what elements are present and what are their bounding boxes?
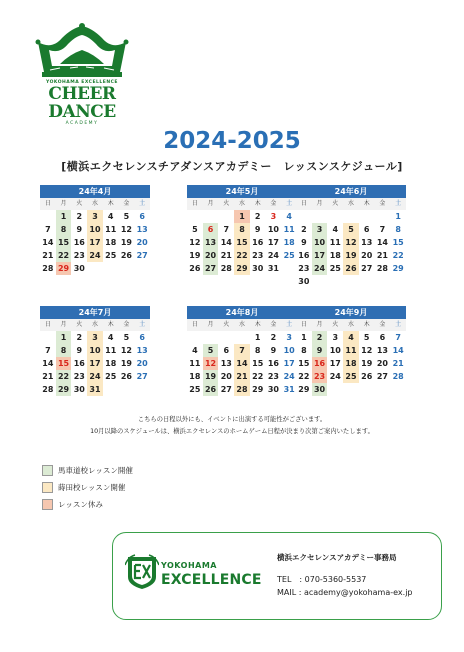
day-cell: 2 xyxy=(312,331,328,344)
day-cell: 1 xyxy=(56,210,72,223)
note-line: こちらの日程以外にも、イベントに出演する可能性がございます。 xyxy=(137,416,327,423)
month-calendar xyxy=(187,185,297,275)
day-cell: 13 xyxy=(361,238,373,247)
day-cell: 27 xyxy=(136,372,148,381)
day-cell: 2 xyxy=(76,212,83,221)
day-cell: 12 xyxy=(361,346,373,355)
day-cell: 12 xyxy=(120,225,132,234)
weekday-label: 火 xyxy=(327,198,343,210)
month-calendar xyxy=(296,306,406,396)
day-cell: 19 xyxy=(361,359,373,368)
weekday-label: 金 xyxy=(266,198,282,210)
weekday-label: 日 xyxy=(40,319,56,331)
ex-logo-main: EXCELLENCE xyxy=(161,572,262,588)
day-cell: 23 xyxy=(73,372,85,381)
ex-logo-top: YOKOHAMA xyxy=(161,561,217,570)
weekday-label: 土 xyxy=(281,319,297,331)
day-cell: 2 xyxy=(254,212,261,221)
day-cell: 18 xyxy=(283,238,295,247)
day-cell: 14 xyxy=(376,238,388,247)
day-cell: 24 xyxy=(87,370,103,383)
day-cell: 29 xyxy=(56,383,72,396)
day-cell: 5 xyxy=(123,333,130,342)
day-cell: 31 xyxy=(87,383,103,396)
day-cell: 15 xyxy=(56,357,72,370)
weekday-label: 金 xyxy=(375,319,391,331)
day-cell: 16 xyxy=(267,359,279,368)
legend-item xyxy=(42,479,133,496)
day-cell: 23 xyxy=(298,264,310,273)
weekday-label: 日 xyxy=(296,198,312,210)
day-cell: 1 xyxy=(254,333,261,342)
weekday-label: 火 xyxy=(71,198,87,210)
empty-day xyxy=(218,210,234,223)
day-cell: 1 xyxy=(56,331,72,344)
legend-item xyxy=(42,462,133,479)
day-cell: 12 xyxy=(120,346,132,355)
legend-label: 馬車道校レッスン開催 xyxy=(58,466,133,475)
day-cell: 17 xyxy=(329,359,341,368)
day-cell: 18 xyxy=(189,372,201,381)
day-cell: 18 xyxy=(105,359,117,368)
day-cell: 1 xyxy=(234,210,250,223)
day-cell: 8 xyxy=(56,344,72,357)
day-cell: 20 xyxy=(136,238,148,247)
excellence-logo xyxy=(125,553,262,593)
weekday-label: 火 xyxy=(71,319,87,331)
day-cell: 10 xyxy=(283,346,295,355)
day-cell: 17 xyxy=(312,249,328,262)
weekday-label: 月 xyxy=(203,198,219,210)
day-cell: 14 xyxy=(42,359,54,368)
day-cell: 4 xyxy=(107,333,114,342)
day-cell: 10 xyxy=(87,344,103,357)
day-cell: 13 xyxy=(220,359,232,368)
day-cell: 4 xyxy=(332,225,339,234)
day-cell: 11 xyxy=(105,225,117,234)
day-cell: 1 xyxy=(301,333,307,342)
cheer-dance-logo xyxy=(22,20,142,126)
day-cell: 29 xyxy=(56,262,72,275)
weekday-label: 土 xyxy=(390,198,406,210)
day-cell: 15 xyxy=(56,236,72,249)
day-cell: 21 xyxy=(42,372,54,381)
empty-day xyxy=(203,331,219,344)
day-cell: 9 xyxy=(76,346,83,355)
day-cell: 15 xyxy=(298,359,310,368)
org-name: 横浜エクセレンスアカデミー事務局 xyxy=(277,553,397,562)
month-calendar xyxy=(40,185,150,275)
day-cell: 31 xyxy=(283,385,295,394)
legend-swatch xyxy=(42,465,53,476)
empty-day xyxy=(343,210,359,223)
day-cell: 12 xyxy=(343,236,359,249)
month-days xyxy=(296,198,406,288)
day-cell: 30 xyxy=(312,383,328,396)
month-days xyxy=(40,319,150,396)
day-cell: 7 xyxy=(234,344,250,357)
day-cell: 30 xyxy=(252,264,264,273)
day-cell: 26 xyxy=(343,262,359,275)
logo-top-text: YOKOHAMA EXCELLENCE xyxy=(45,80,119,85)
month-calendar xyxy=(40,306,150,396)
weekday-label: 水 xyxy=(343,198,359,210)
day-cell: 11 xyxy=(189,359,201,368)
day-cell: 19 xyxy=(343,249,359,262)
note-line: 10月以降のスケジュールは、横浜エクセレンスのホームゲーム日程が決まり次第ご案内いたします。 xyxy=(90,428,374,435)
day-cell: 8 xyxy=(301,346,307,355)
weekday-label: 木 xyxy=(250,198,266,210)
weekday-label: 金 xyxy=(119,198,135,210)
month-days xyxy=(40,198,150,275)
day-cell: 22 xyxy=(56,249,72,262)
day-cell: 29 xyxy=(298,385,310,394)
month-calendar xyxy=(187,306,297,396)
day-cell: 22 xyxy=(234,249,250,262)
day-cell: 26 xyxy=(361,372,373,381)
day-cell: 9 xyxy=(301,238,307,247)
day-cell: 21 xyxy=(392,359,404,368)
day-cell: 6 xyxy=(139,333,145,342)
day-cell: 5 xyxy=(192,225,198,234)
empty-day xyxy=(327,210,343,223)
day-cell: 3 xyxy=(87,210,103,223)
day-cell: 25 xyxy=(105,251,117,260)
day-cell: 19 xyxy=(120,359,132,368)
day-cell: 23 xyxy=(73,251,85,260)
day-cell: 11 xyxy=(329,238,341,247)
day-cell: 30 xyxy=(73,385,85,394)
day-cell: 24 xyxy=(267,251,279,260)
day-cell: 12 xyxy=(203,357,219,370)
day-cell: 30 xyxy=(298,277,310,286)
logo-bottom-text: ACADEMY xyxy=(65,121,99,126)
empty-day xyxy=(234,331,250,344)
weekday-label: 日 xyxy=(40,198,56,210)
day-cell: 17 xyxy=(267,238,279,247)
day-cell: 2 xyxy=(301,225,307,234)
phone-number: TEL : 070-5360-5537 xyxy=(277,575,367,584)
empty-day xyxy=(40,210,56,223)
day-cell: 6 xyxy=(379,333,386,342)
day-cell: 20 xyxy=(220,372,232,381)
day-cell: 3 xyxy=(286,333,292,342)
day-cell: 19 xyxy=(189,251,201,260)
month-calendar xyxy=(296,185,406,288)
empty-day xyxy=(40,331,56,344)
day-cell: 25 xyxy=(329,264,341,273)
month-days xyxy=(296,319,406,396)
day-cell: 12 xyxy=(189,238,201,247)
weekday-label: 火 xyxy=(218,319,234,331)
day-cell: 22 xyxy=(252,372,264,381)
weekday-label: 土 xyxy=(390,319,406,331)
weekday-label: 木 xyxy=(250,319,266,331)
empty-day xyxy=(187,331,203,344)
day-cell: 27 xyxy=(220,385,232,394)
day-cell: 6 xyxy=(223,346,230,355)
day-cell: 3 xyxy=(332,333,339,342)
weekday-label: 水 xyxy=(343,319,359,331)
schedule-subtitle: [横浜エクセレンスチアダンスアカデミー レッスンスケジュール] xyxy=(61,160,403,173)
weekday-label: 月 xyxy=(56,198,72,210)
day-cell: 21 xyxy=(42,251,54,260)
month-title: 24年7月 xyxy=(40,306,150,319)
day-cell: 18 xyxy=(343,357,359,370)
day-cell: 13 xyxy=(203,236,219,249)
day-cell: 15 xyxy=(392,238,404,247)
day-cell: 17 xyxy=(87,236,103,249)
day-cell: 13 xyxy=(136,225,148,234)
day-cell: 15 xyxy=(234,236,250,249)
day-cell: 11 xyxy=(283,225,295,234)
weekday-label: 水 xyxy=(87,198,103,210)
day-cell: 28 xyxy=(392,372,404,381)
day-cell: 30 xyxy=(73,264,85,273)
day-cell: 28 xyxy=(220,264,232,273)
day-cell: 9 xyxy=(270,346,277,355)
day-cell: 6 xyxy=(139,212,145,221)
weekday-label: 日 xyxy=(187,198,203,210)
day-cell: 7 xyxy=(45,346,51,355)
month-title: 24年5月 xyxy=(187,185,297,198)
day-cell: 14 xyxy=(220,238,232,247)
day-cell: 8 xyxy=(254,346,261,355)
day-cell: 25 xyxy=(283,251,295,260)
day-cell: 25 xyxy=(343,370,359,383)
day-cell: 23 xyxy=(312,370,328,383)
month-title: 24年4月 xyxy=(40,185,150,198)
day-cell: 15 xyxy=(252,359,264,368)
month-title: 24年8月 xyxy=(187,306,297,319)
schedule-notes xyxy=(0,414,464,438)
day-cell: 8 xyxy=(395,225,401,234)
day-cell: 5 xyxy=(123,212,130,221)
day-cell: 27 xyxy=(136,251,148,260)
day-cell: 10 xyxy=(87,223,103,236)
day-cell: 4 xyxy=(107,212,114,221)
day-cell: 20 xyxy=(136,359,148,368)
weekday-label: 木 xyxy=(103,319,119,331)
day-cell: 27 xyxy=(376,372,388,381)
empty-day xyxy=(218,331,234,344)
day-cell: 29 xyxy=(392,264,404,273)
day-cell: 9 xyxy=(254,225,261,234)
day-cell: 9 xyxy=(76,225,83,234)
weekday-label: 火 xyxy=(327,319,343,331)
day-cell: 26 xyxy=(203,383,219,396)
day-cell: 16 xyxy=(252,238,264,247)
legend-swatch xyxy=(42,482,53,493)
weekday-label: 金 xyxy=(375,198,391,210)
day-cell: 13 xyxy=(376,346,388,355)
day-cell: 31 xyxy=(267,264,279,273)
day-cell: 16 xyxy=(298,251,310,260)
day-cell: 18 xyxy=(105,238,117,247)
day-cell: 5 xyxy=(203,344,219,357)
contact-info xyxy=(277,551,413,599)
weekday-label: 日 xyxy=(296,319,312,331)
schedule-year-title: 2024-2025 xyxy=(163,128,301,154)
day-cell: 28 xyxy=(42,385,54,394)
legend xyxy=(42,462,133,513)
day-cell: 3 xyxy=(312,223,328,236)
day-cell: 24 xyxy=(87,249,103,262)
weekday-label: 金 xyxy=(119,319,135,331)
day-cell: 20 xyxy=(361,251,373,260)
weekday-label: 火 xyxy=(218,198,234,210)
day-cell: 10 xyxy=(267,225,279,234)
day-cell: 6 xyxy=(363,225,370,234)
weekday-label: 土 xyxy=(281,198,297,210)
day-cell: 3 xyxy=(87,331,103,344)
month-title: 24年6月 xyxy=(296,185,406,198)
day-cell: 4 xyxy=(192,346,198,355)
day-cell: 18 xyxy=(329,251,341,260)
legend-label: レッスン休み xyxy=(58,500,103,509)
month-title: 24年9月 xyxy=(296,306,406,319)
day-cell: 4 xyxy=(286,212,292,221)
day-cell: 7 xyxy=(45,225,51,234)
day-cell: 2 xyxy=(270,333,277,342)
day-cell: 28 xyxy=(42,264,54,273)
day-cell: 20 xyxy=(376,359,388,368)
legend-item xyxy=(42,496,133,513)
day-cell: 28 xyxy=(376,264,388,273)
day-cell: 4 xyxy=(343,331,359,344)
day-cell: 25 xyxy=(105,372,117,381)
empty-day xyxy=(375,210,391,223)
day-cell: 25 xyxy=(189,385,201,394)
day-cell: 13 xyxy=(136,346,148,355)
day-cell: 5 xyxy=(363,333,370,342)
day-cell: 28 xyxy=(234,383,250,396)
day-cell: 29 xyxy=(234,262,250,275)
day-cell: 27 xyxy=(203,262,219,275)
day-cell: 16 xyxy=(312,357,328,370)
day-cell: 22 xyxy=(298,372,310,381)
day-cell: 21 xyxy=(376,251,388,260)
day-cell: 29 xyxy=(252,385,264,394)
day-cell: 1 xyxy=(395,212,401,221)
day-cell: 20 xyxy=(203,249,219,262)
empty-day xyxy=(296,210,312,223)
empty-day xyxy=(359,210,375,223)
day-cell: 26 xyxy=(120,372,132,381)
day-cell: 7 xyxy=(379,225,386,234)
day-cell: 17 xyxy=(87,357,103,370)
day-cell: 23 xyxy=(267,372,279,381)
day-cell: 14 xyxy=(392,346,404,355)
day-cell: 21 xyxy=(220,251,232,260)
weekday-label: 月 xyxy=(312,198,328,210)
weekday-label: 土 xyxy=(134,319,150,331)
legend-swatch xyxy=(42,499,53,510)
day-cell: 14 xyxy=(234,357,250,370)
day-cell: 19 xyxy=(203,370,219,383)
day-cell: 11 xyxy=(105,346,117,355)
day-cell: 24 xyxy=(283,372,295,381)
day-cell: 2 xyxy=(76,333,83,342)
email-address: MAIL : academy@yokohama-ex.jp xyxy=(277,588,413,597)
day-cell: 5 xyxy=(343,223,359,236)
day-cell: 14 xyxy=(42,238,54,247)
day-cell: 3 xyxy=(270,212,277,221)
day-cell: 6 xyxy=(203,223,219,236)
day-cell: 9 xyxy=(312,344,328,357)
day-cell: 26 xyxy=(120,251,132,260)
day-cell: 11 xyxy=(343,344,359,357)
logo-main-text: CHEER DANCE xyxy=(48,84,116,122)
day-cell: 17 xyxy=(283,359,295,368)
day-cell: 16 xyxy=(73,238,85,247)
weekday-label: 木 xyxy=(103,198,119,210)
weekday-label: 日 xyxy=(187,319,203,331)
weekday-label: 土 xyxy=(134,198,150,210)
weekday-label: 水 xyxy=(234,198,250,210)
day-cell: 22 xyxy=(392,251,404,260)
month-days xyxy=(187,198,297,275)
legend-label: 蒔田校レッスン開催 xyxy=(58,483,126,492)
day-cell: 23 xyxy=(252,251,264,260)
weekday-label: 水 xyxy=(87,319,103,331)
day-cell: 10 xyxy=(312,236,328,249)
day-cell: 8 xyxy=(234,223,250,236)
weekday-label: 金 xyxy=(266,319,282,331)
day-cell: 24 xyxy=(329,372,341,381)
day-cell: 8 xyxy=(56,223,72,236)
day-cell: 7 xyxy=(395,333,401,342)
day-cell: 19 xyxy=(120,238,132,247)
weekday-label: 木 xyxy=(359,319,375,331)
day-cell: 7 xyxy=(223,225,230,234)
day-cell: 16 xyxy=(73,359,85,368)
empty-day xyxy=(187,210,203,223)
day-cell: 26 xyxy=(189,264,201,273)
day-cell: 24 xyxy=(312,262,328,275)
weekday-label: 水 xyxy=(234,319,250,331)
day-cell: 27 xyxy=(361,264,373,273)
month-days xyxy=(187,319,297,396)
day-cell: 22 xyxy=(56,370,72,383)
weekday-label: 月 xyxy=(56,319,72,331)
weekday-label: 木 xyxy=(359,198,375,210)
contact-box xyxy=(112,532,442,620)
weekday-label: 月 xyxy=(203,319,219,331)
day-cell: 30 xyxy=(267,385,279,394)
ex-shield-icon xyxy=(125,553,159,591)
weekday-label: 月 xyxy=(312,319,328,331)
empty-day xyxy=(312,210,328,223)
crown-icon xyxy=(22,20,142,82)
day-cell: 10 xyxy=(329,346,341,355)
empty-day xyxy=(203,210,219,223)
day-cell: 21 xyxy=(234,370,250,383)
